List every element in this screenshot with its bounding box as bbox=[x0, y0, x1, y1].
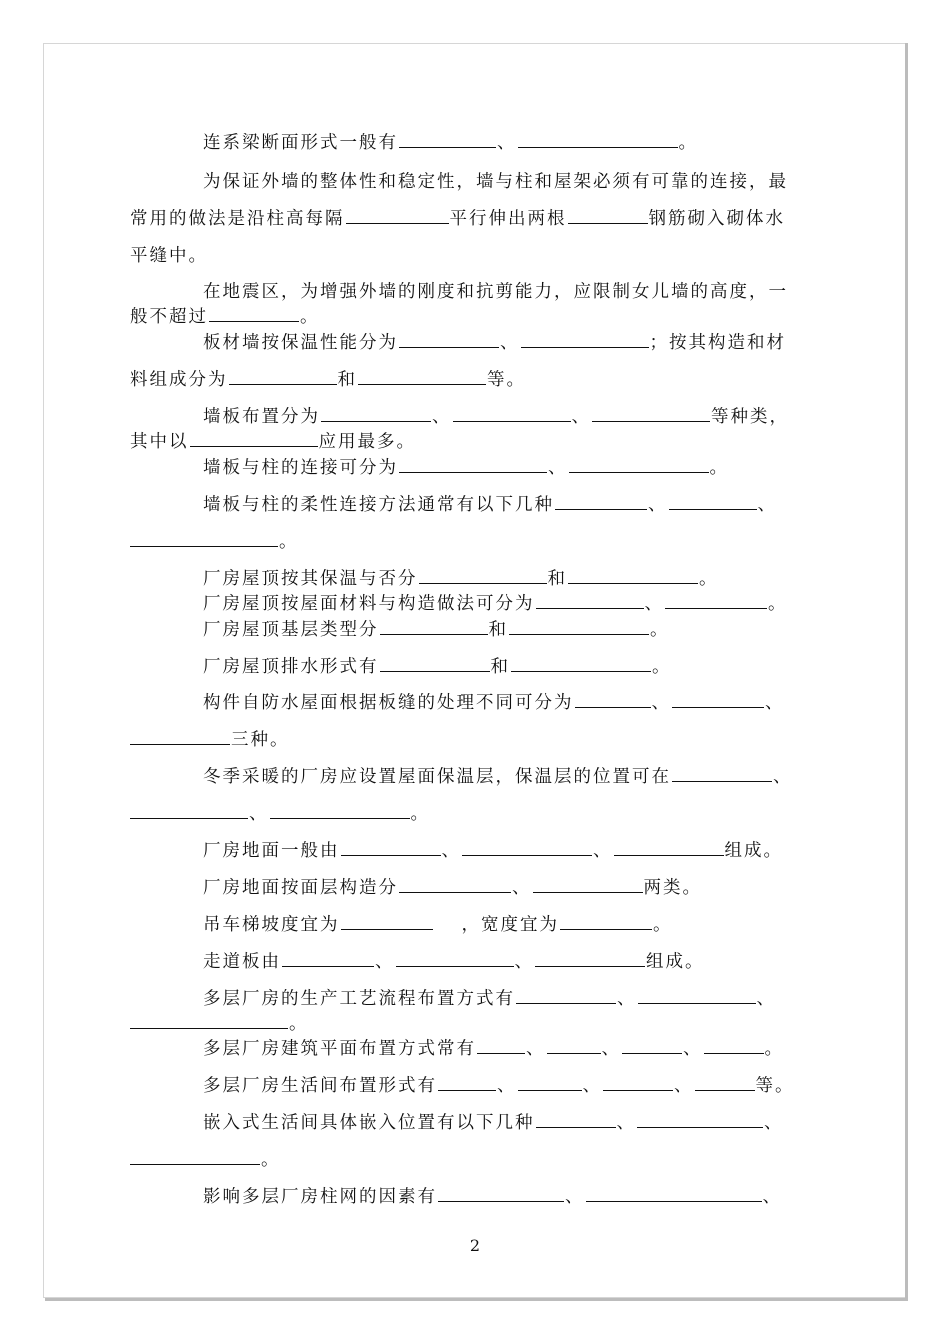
answer-blank[interactable] bbox=[453, 405, 571, 422]
answer-blank[interactable] bbox=[509, 618, 649, 635]
answer-blank[interactable] bbox=[638, 987, 756, 1004]
answer-blank[interactable] bbox=[521, 331, 649, 348]
answer-blank[interactable] bbox=[130, 1012, 288, 1029]
answer-blank[interactable] bbox=[637, 1111, 763, 1128]
question-22: 影响多层厂房柱网的因素有 、 、 bbox=[203, 1187, 782, 1207]
answer-blank[interactable] bbox=[511, 655, 651, 672]
answer-blank[interactable] bbox=[518, 131, 678, 148]
answer-blank[interactable] bbox=[346, 207, 449, 224]
question-13: 冬季采暖的厂房应设置屋面保温层，保温层的位置可在 、 bbox=[203, 767, 793, 787]
question-18-cont: 。 bbox=[130, 1012, 830, 1036]
question-15: 厂房地面按面层构造分 、 两类。 bbox=[203, 878, 702, 898]
answer-blank[interactable] bbox=[209, 305, 299, 322]
answer-blank[interactable] bbox=[622, 1037, 682, 1054]
answer-blank[interactable] bbox=[399, 131, 496, 148]
question-18: 多层厂房的生产工艺流程布置方式有 、 、 bbox=[203, 989, 776, 1009]
answer-blank[interactable] bbox=[282, 950, 374, 967]
question-14: 厂房地面一般由 、 、 组成。 bbox=[203, 841, 783, 861]
answer-blank[interactable] bbox=[477, 1037, 525, 1054]
question-7-cont: 。 bbox=[130, 530, 830, 554]
question-12: 构件自防水屋面根据板缝的处理不同可分为 、 、 bbox=[203, 693, 785, 713]
answer-blank[interactable] bbox=[555, 493, 647, 510]
question-11: 厂房屋顶排水形式有 和 。 bbox=[203, 657, 672, 677]
question-21: 嵌入式生活间具体嵌入位置有以下几种 、 、 bbox=[203, 1113, 784, 1133]
answer-blank[interactable] bbox=[614, 839, 724, 856]
answer-blank[interactable] bbox=[669, 493, 757, 510]
question-13-cont: 、 。 bbox=[130, 802, 830, 826]
question-20: 多层厂房生活间布置形式有 、 、 、 等。 bbox=[203, 1076, 795, 1096]
question-6: 墙板与柱的连接可分为 、 。 bbox=[203, 458, 729, 478]
question-19: 多层厂房建筑平面布置方式常有 、 、 、 。 bbox=[203, 1039, 784, 1059]
answer-blank[interactable] bbox=[533, 876, 643, 893]
question-5-cont: 其中以 应用最多。 bbox=[130, 432, 416, 452]
answer-blank[interactable] bbox=[380, 618, 488, 635]
question-21-cont: 。 bbox=[130, 1148, 830, 1172]
question-1: 连系梁断面形式一般有 、 。 bbox=[203, 133, 698, 153]
answer-blank[interactable] bbox=[547, 1037, 601, 1054]
answer-blank[interactable] bbox=[518, 1074, 582, 1091]
answer-blank[interactable] bbox=[130, 728, 230, 745]
answer-blank[interactable] bbox=[586, 1185, 762, 1202]
answer-blank[interactable] bbox=[130, 802, 248, 819]
answer-blank[interactable] bbox=[568, 207, 648, 224]
answer-blank[interactable] bbox=[535, 950, 645, 967]
answer-blank[interactable] bbox=[396, 950, 514, 967]
answer-blank[interactable] bbox=[399, 456, 547, 473]
question-4-cont: 料组成分为 和 等。 bbox=[130, 370, 526, 390]
answer-blank[interactable] bbox=[569, 456, 709, 473]
answer-blank[interactable] bbox=[130, 1148, 260, 1165]
question-5: 墙板布置分为 、 、 等种类， bbox=[203, 407, 789, 427]
answer-blank[interactable] bbox=[672, 691, 764, 708]
question-7: 墙板与柱的柔性连接方法通常有以下几种 、 、 bbox=[203, 495, 777, 515]
question-17: 走道板由 、 、 组成。 bbox=[203, 952, 705, 972]
answer-blank[interactable] bbox=[399, 876, 511, 893]
answer-blank[interactable] bbox=[341, 913, 433, 930]
answer-blank[interactable] bbox=[399, 331, 499, 348]
answer-blank[interactable] bbox=[462, 839, 592, 856]
question-3-cont: 般不超过 。 bbox=[130, 307, 320, 327]
answer-blank[interactable] bbox=[341, 839, 441, 856]
answer-blank[interactable] bbox=[190, 430, 318, 447]
page-shadow-right bbox=[905, 43, 908, 1300]
answer-blank[interactable] bbox=[695, 1074, 755, 1091]
answer-blank[interactable] bbox=[270, 802, 410, 819]
answer-blank[interactable] bbox=[130, 530, 278, 547]
question-2: 为保证外墙的整体性和稳定性，墙与柱和屋架必须有可靠的连接，最 bbox=[203, 172, 788, 192]
answer-blank[interactable] bbox=[516, 987, 616, 1004]
question-16: 吊车梯坡度宜为 ，宽度宜为 。 bbox=[203, 915, 673, 935]
answer-blank[interactable] bbox=[603, 1074, 673, 1091]
question-4: 板材墙按保温性能分为 、 ；按其构造和材 bbox=[203, 333, 786, 353]
answer-blank[interactable] bbox=[321, 405, 431, 422]
answer-blank[interactable] bbox=[229, 368, 337, 385]
answer-blank[interactable] bbox=[672, 765, 772, 782]
answer-blank[interactable] bbox=[592, 405, 710, 422]
question-2-cont: 常用的做法是沿柱高每隔 平行伸出两根 钢筋砌入砌体水 bbox=[130, 209, 785, 229]
answer-blank[interactable] bbox=[358, 368, 486, 385]
question-2-end: 平缝中。 bbox=[130, 246, 208, 266]
question-10: 厂房屋顶基层类型分 和 。 bbox=[203, 620, 670, 640]
answer-blank[interactable] bbox=[665, 592, 767, 609]
answer-blank[interactable] bbox=[560, 913, 652, 930]
answer-blank[interactable] bbox=[380, 655, 490, 672]
answer-blank[interactable] bbox=[575, 691, 651, 708]
answer-blank[interactable] bbox=[536, 592, 644, 609]
answer-blank[interactable] bbox=[568, 567, 698, 584]
page-number: 2 bbox=[469, 1236, 481, 1255]
answer-blank[interactable] bbox=[536, 1111, 616, 1128]
question-12-cont: 三种。 bbox=[130, 728, 830, 752]
answer-blank[interactable] bbox=[438, 1074, 496, 1091]
answer-blank[interactable] bbox=[419, 567, 547, 584]
page-shadow-bottom bbox=[45, 1298, 908, 1301]
answer-blank[interactable] bbox=[438, 1185, 564, 1202]
question-3: 在地震区，为增强外墙的刚度和抗剪能力，应限制女儿墙的高度，一 bbox=[203, 282, 788, 302]
question-8: 厂房屋顶按其保温与否分 和 。 bbox=[203, 569, 719, 589]
question-9: 厂房屋顶按屋面材料与构造做法可分为 、 。 bbox=[203, 594, 788, 614]
answer-blank[interactable] bbox=[704, 1037, 764, 1054]
